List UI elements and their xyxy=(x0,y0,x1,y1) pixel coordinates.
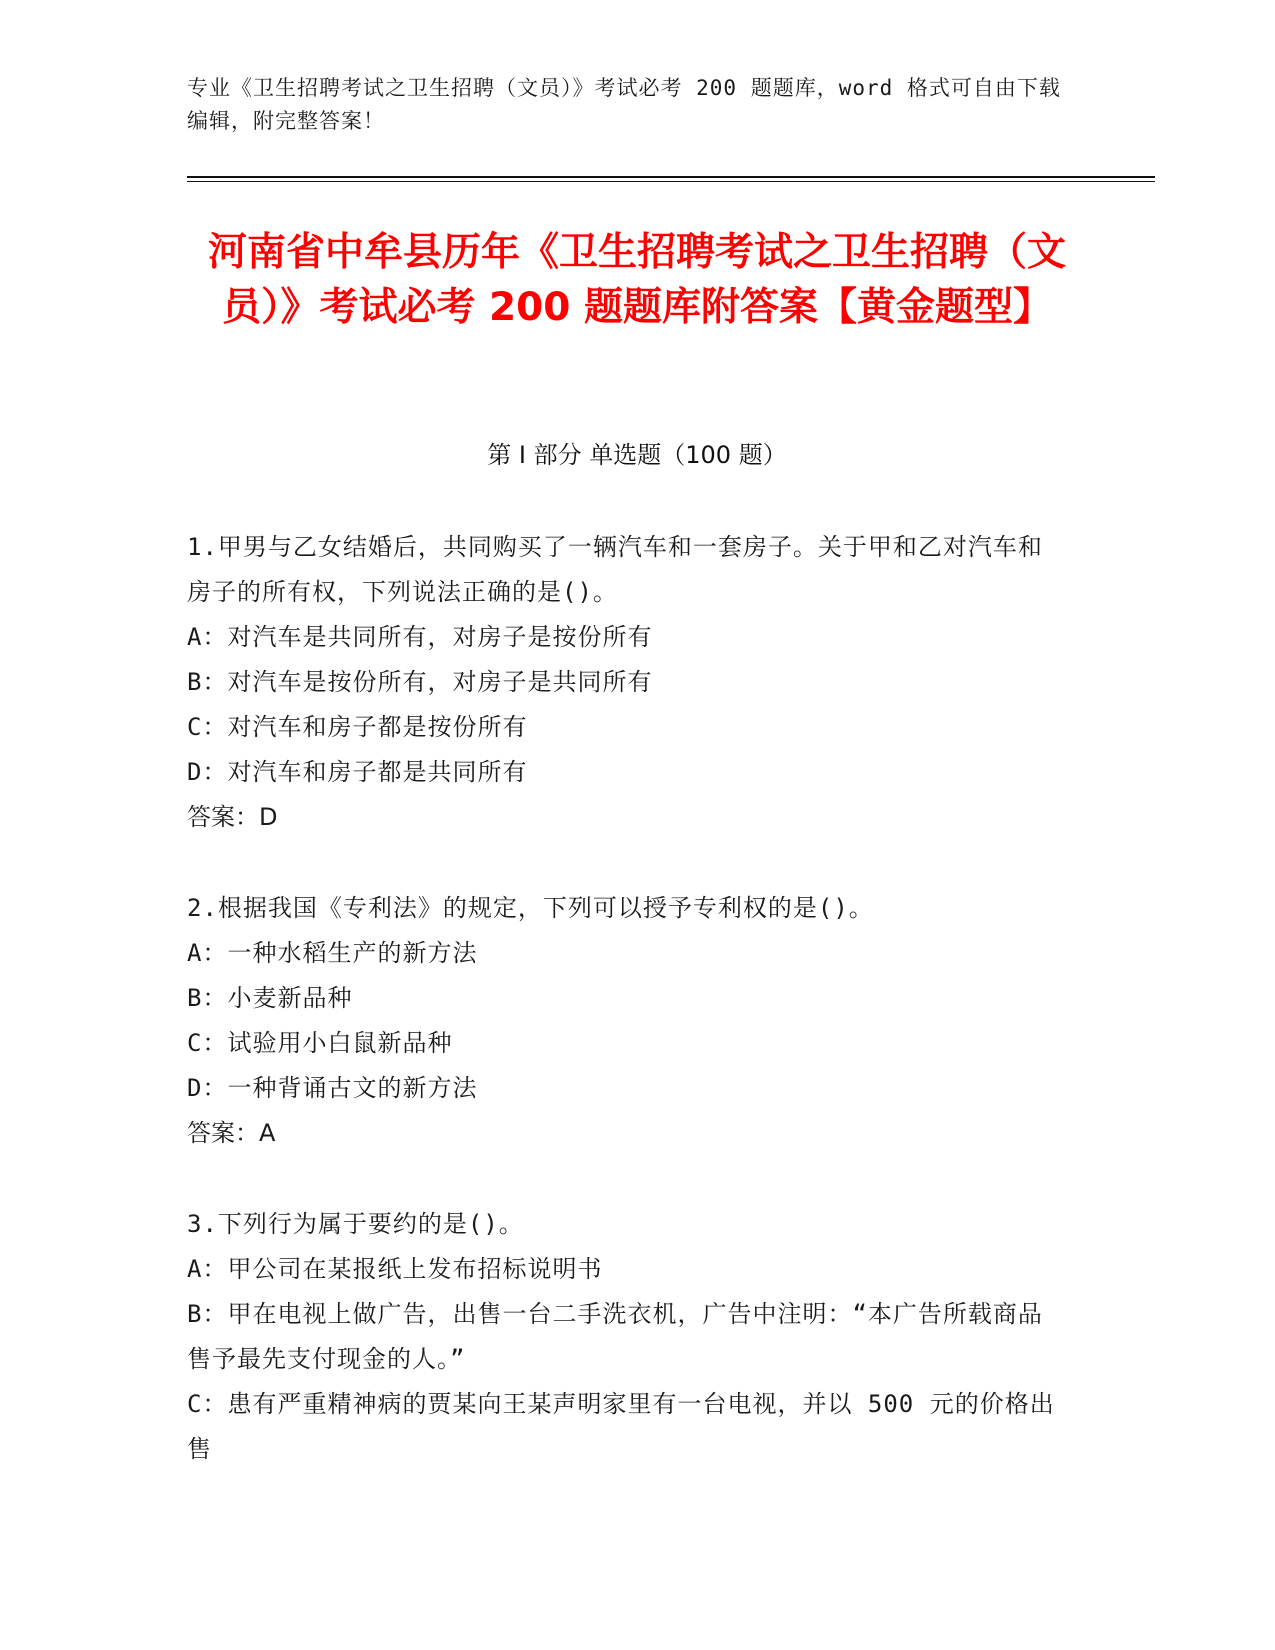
option-c: C：试验用小白鼠新品种 xyxy=(187,1029,453,1057)
answer-line: 答案：A xyxy=(187,1119,276,1147)
header-divider-thick xyxy=(187,176,1155,178)
option-a: A：一种水稻生产的新方法 xyxy=(187,939,478,967)
question-item xyxy=(187,886,1067,1156)
question-item xyxy=(187,525,1067,840)
option-d: D：一种背诵古文的新方法 xyxy=(187,1074,478,1102)
question-list xyxy=(187,525,1067,1518)
option-b: B：甲在电视上做广告，出售一台二手洗衣机，广告中注明：“本广告所载商品售予最先支付现金的人。” xyxy=(187,1300,1043,1373)
option-b: B：对汽车是按份所有，对房子是共同所有 xyxy=(187,668,653,696)
option-b: B：小麦新品种 xyxy=(187,984,353,1012)
question-stem: 2.根据我国《专利法》的规定，下列可以授予专利权的是()。 xyxy=(187,894,874,922)
document-title: 河南省中牟县历年《卫生招聘考试之卫生招聘（文员）》考试必考 200 题题库附答案【黄金题型】 xyxy=(207,230,1066,330)
question-stem: 1.甲男与乙女结婚后，共同购买了一辆汽车和一套房子。关于甲和乙对汽车和房子的所有权，下列说法正确的是()。 xyxy=(187,533,1043,606)
header-divider-thin xyxy=(187,181,1155,182)
answer-line: 答案：D xyxy=(187,803,278,831)
option-a: A：对汽车是共同所有，对房子是按份所有 xyxy=(187,623,653,651)
option-c: C：对汽车和房子都是按份所有 xyxy=(187,713,528,741)
option-a: A：甲公司在某报纸上发布招标说明书 xyxy=(187,1255,603,1283)
document-intro: 专业《卫生招聘考试之卫生招聘（文员）》考试必考 200 题题库，word 格式可自由下载编辑，附完整答案！ xyxy=(187,76,1061,133)
question-stem: 3.下列行为属于要约的是()。 xyxy=(187,1210,524,1238)
option-c: C：患有严重精神病的贾某向王某声明家里有一台电视，并以 500 元的价格出售 xyxy=(187,1390,1055,1463)
question-item xyxy=(187,1202,1067,1472)
option-d: D：对汽车和房子都是共同所有 xyxy=(187,758,528,786)
section-heading: 第 I 部分 单选题（100 题） xyxy=(487,441,787,469)
